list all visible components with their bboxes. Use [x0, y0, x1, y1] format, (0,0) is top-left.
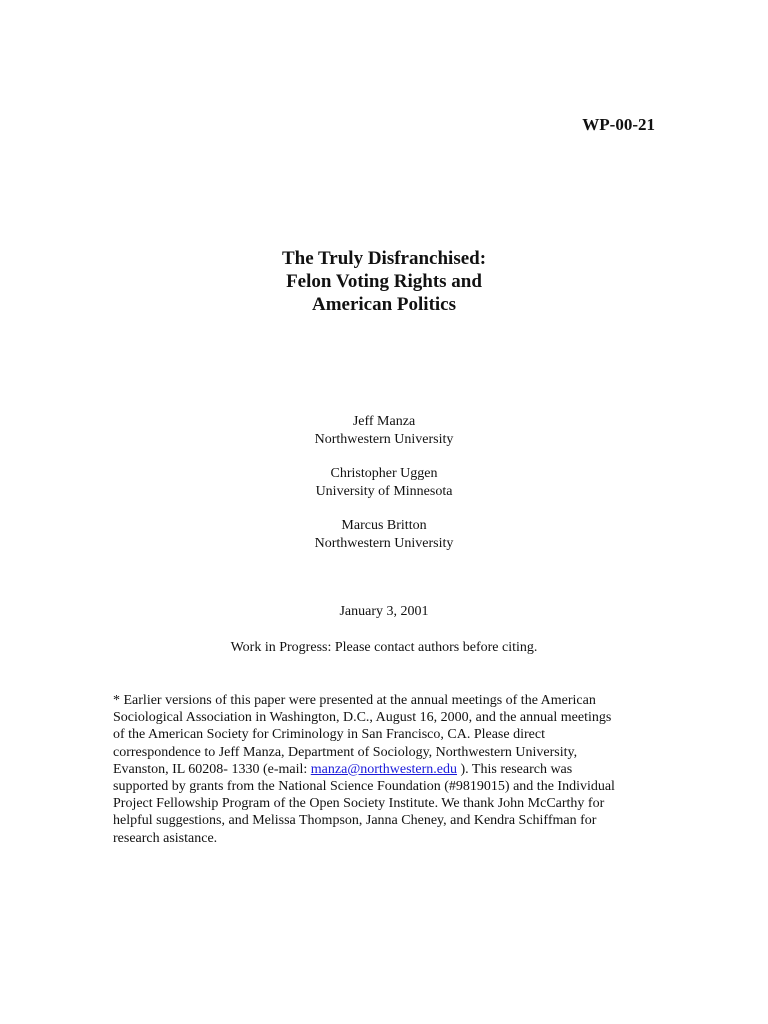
footnote-line: research asistance. — [113, 830, 218, 846]
author-entry — [0, 517, 768, 553]
footnote-line: Sociological Association in Washington, D.C., August 16, 2000, and the annual meetings — [113, 710, 612, 726]
footnote-line: correspondence to Jeff Manza, Department of Sociology, Northwestern University, — [113, 744, 578, 760]
footnote-text: Evanston, IL 60208- 1330 (e-mail: — [113, 761, 311, 777]
author-affiliation: Northwestern University — [314, 536, 454, 551]
author-name: Marcus Britton — [341, 518, 427, 533]
footnote-line: Project Fellowship Program of the Open Society Institute. We thank John McCarthy for — [113, 796, 605, 812]
working-paper-number: WP-00-21 — [582, 115, 655, 134]
email-link[interactable]: manza@northwestern.edu — [310, 761, 458, 777]
author-list — [0, 413, 768, 569]
author-affiliation: University of Minnesota — [315, 484, 453, 499]
footnote-line: helpful suggestions, and Melissa Thompson, Janna Cheney, and Kendra Schiffman for — [113, 813, 597, 829]
footnote-line: * Earlier versions of this paper were presented at the annual meetings of the American — [113, 693, 596, 708]
title-line: American Politics — [311, 294, 457, 315]
footnote-line: of the American Society for Criminology in San Francisco, CA. Please direct — [113, 727, 545, 743]
footnote-line — [113, 761, 663, 778]
footnote-line: supported by grants from the National Science Foundation (#9819015) and the Individual — [113, 779, 615, 795]
author-name: Jeff Manza — [352, 414, 416, 429]
title-line: The Truly Disfranchised: — [281, 248, 487, 269]
author-affiliation: Northwestern University — [314, 432, 454, 447]
footnote-text: ). This research was — [457, 761, 573, 777]
title-line: Felon Voting Rights and — [286, 271, 482, 292]
paper-date: January 3, 2001 — [339, 604, 429, 619]
status-note: Work in Progress: Please contact authors before citing. — [230, 640, 538, 655]
paper-title — [0, 247, 768, 316]
author-entry — [0, 465, 768, 501]
acknowledgement-footnote — [113, 692, 663, 847]
author-name: Christopher Uggen — [330, 466, 438, 481]
author-entry — [0, 413, 768, 449]
